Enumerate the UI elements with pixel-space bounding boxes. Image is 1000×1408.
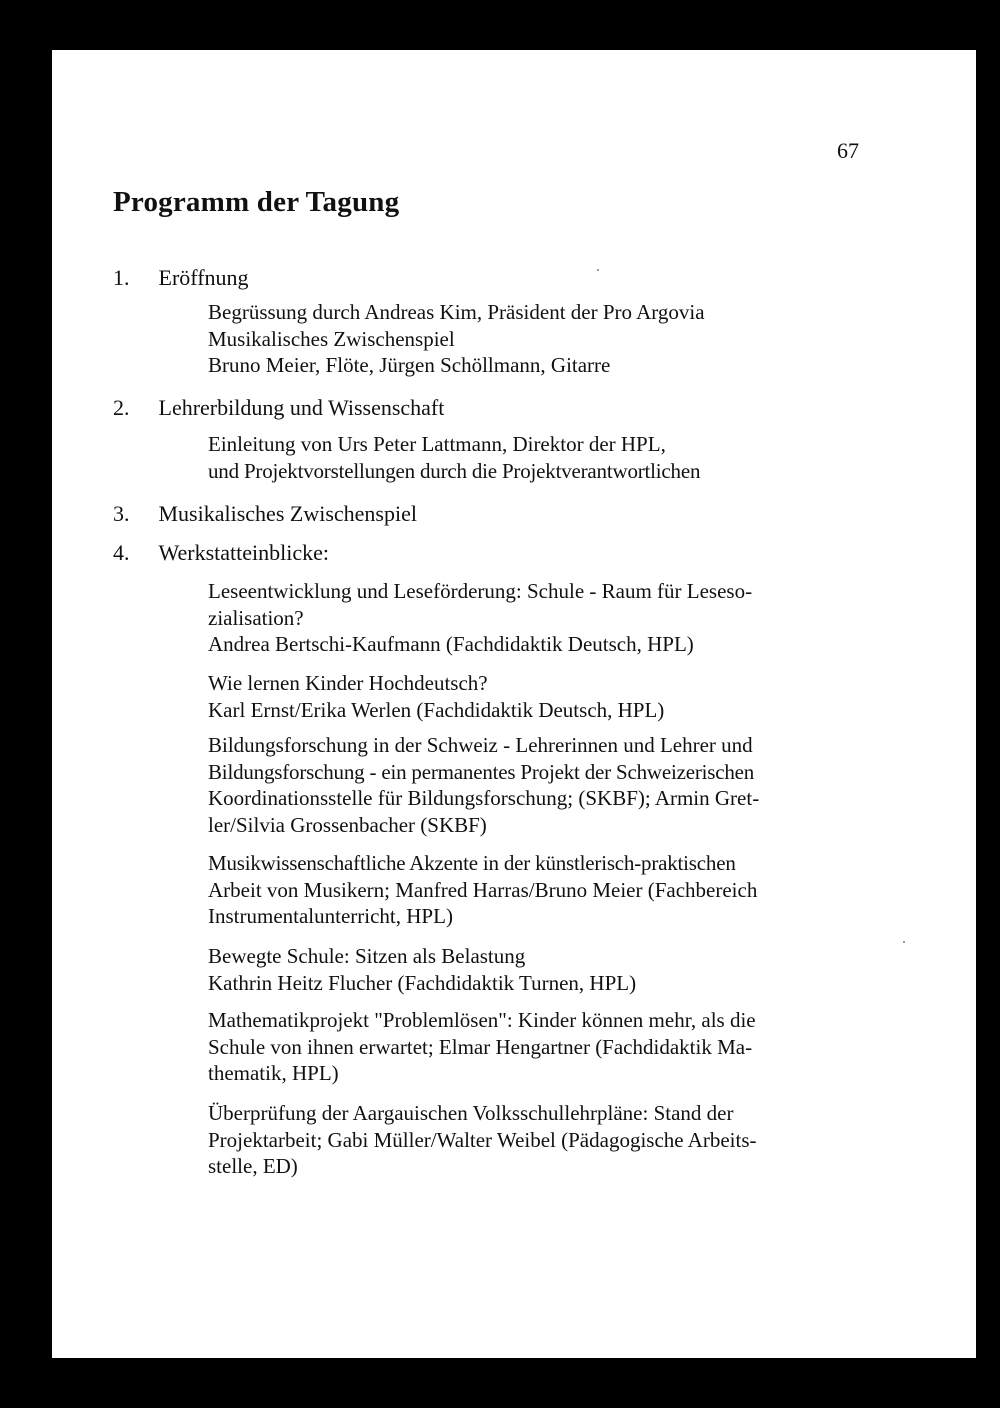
section-2-body [208, 431, 868, 484]
section-number: 4. [113, 540, 130, 565]
section-2-heading [113, 395, 444, 421]
workshop-entry [208, 1100, 868, 1180]
body-line: Arbeit von Musikern; Manfred Harras/Bruno Meier (Fachbereich [208, 877, 758, 902]
body-line: Überprüfung der Aargauischen Volksschullehrpläne: Stand der [208, 1101, 734, 1125]
body-line: zialisation? [208, 605, 304, 630]
section-number: 3. [113, 501, 130, 526]
body-line: Projektarbeit; Gabi Müller/Walter Weibel (Pädagogische Arbeits- [208, 1127, 757, 1152]
section-number: 1. [113, 265, 130, 290]
body-line: Bildungsforschung - ein permanentes Projekt der Schweizerischen [208, 759, 755, 784]
workshop-entry [208, 943, 868, 996]
body-line: Bewegte Schule: Sitzen als Belastung [208, 944, 526, 968]
page-number: 67 [837, 138, 859, 163]
body-line: Musikwissenschaftliche Akzente in der künstlerisch-praktischen [208, 851, 736, 875]
workshop-entry [208, 1007, 868, 1087]
body-line: Kathrin Heitz Flucher (Fachdidaktik Turnen, HPL) [208, 970, 637, 995]
workshop-entry [208, 578, 868, 658]
workshop-entry [208, 732, 868, 838]
document-page [52, 50, 976, 1358]
body-line: Bildungsforschung in der Schweiz - Lehrerinnen und Lehrer und [208, 733, 753, 757]
workshop-entry [208, 670, 868, 723]
section-1-heading [113, 265, 249, 291]
body-line: und Projektvorstellungen durch die Projektverantwortlichen [208, 458, 701, 483]
body-line: Bruno Meier, Flöte, Jürgen Schöllmann, Gitarre [208, 353, 611, 378]
body-line: Karl Ernst/Erika Werlen (Fachdidaktik Deutsch, HPL) [208, 697, 665, 722]
section-title: Werkstatteinblicke: [158, 540, 329, 565]
page-title: Programm der Tagung [113, 186, 400, 218]
body-line: Wie lernen Kinder Hochdeutsch? [208, 671, 488, 695]
section-1-body [208, 299, 868, 379]
scan-speck [597, 269, 599, 271]
body-line: Instrumentalunterricht, HPL) [208, 904, 453, 929]
body-line: Schule von ihnen erwartet; Elmar Hengartner (Fachdidaktik Ma- [208, 1034, 753, 1059]
body-line: Leseentwicklung und Leseförderung: Schule - Raum für Leseso- [208, 579, 753, 603]
section-3-heading [113, 501, 417, 527]
section-title: Musikalisches Zwischenspiel [158, 501, 417, 526]
body-line: stelle, ED) [208, 1154, 298, 1179]
body-line: Einleitung von Urs Peter Lattmann, Direktor der HPL, [208, 432, 666, 456]
body-line: Koordinationsstelle für Bildungsforschung; (SKBF); Armin Gret- [208, 786, 760, 811]
body-line: Mathematikprojekt "Problemlösen": Kinder können mehr, als die [208, 1008, 756, 1032]
workshop-entry [208, 850, 868, 930]
body-line: Begrüssung durch Andreas Kim, Präsident der Pro Argovia [208, 300, 705, 324]
section-title: Eröffnung [158, 265, 249, 290]
body-line: thematik, HPL) [208, 1061, 339, 1086]
body-line: Musikalisches Zwischenspiel [208, 326, 455, 351]
section-number: 2. [113, 395, 130, 420]
body-line: Andrea Bertschi-Kaufmann (Fachdidaktik Deutsch, HPL) [208, 632, 694, 657]
section-title: Lehrerbildung und Wissenschaft [158, 395, 445, 420]
section-4-heading [113, 540, 329, 566]
body-line: ler/Silvia Grossenbacher (SKBF) [208, 812, 487, 837]
scan-speck [903, 941, 905, 943]
